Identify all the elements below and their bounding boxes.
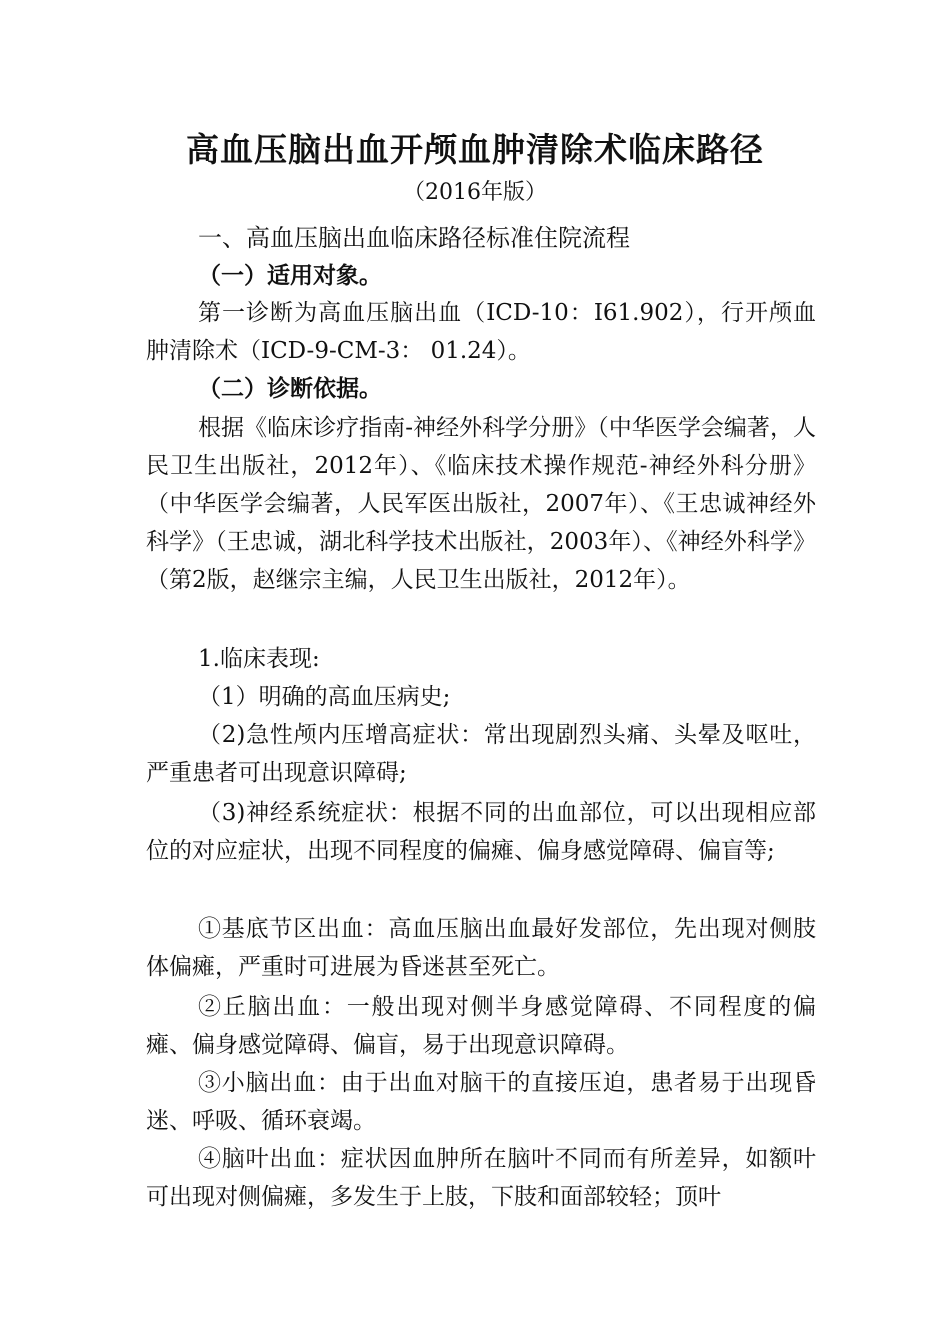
document-subtitle: （2016年版） [403,180,547,205]
section-heading-1: 一、高血压脑出血临床路径标准住院流程 [198,224,630,252]
list-item-clinical: 1.临床表现: [198,646,320,672]
list-item-hypertension-history: （1）明确的高血压病史; [198,684,451,710]
paragraph-diagnosis-basis: 根据《临床诊疗指南-神经外科学分册》（中华医学会编著，人民卫生出版社，2012年）、《临床技术操作规范-神经外科分册》（中华医学会编著，人民军医出版社，2007年）、《王忠诚神经外科学》（王忠诚，湖北科学技术出版社，2003年）、《神经外科学》（第2版，赵继宗主编，人民卫生出版社，2012年）。 [146,415,816,593]
list-item-thalamus: ②丘脑出血：一般出现对侧半身感觉障碍、不同程度的偏瘫、偏身感觉障碍、偏盲，易于出现意识障碍。 [146,994,816,1058]
list-item-neuro-symptoms: （3)神经系统症状：根据不同的出血部位，可以出现相应部位的对应症状，出现不同程度的偏瘫、偏身感觉障碍、偏盲等; [146,800,816,864]
subsection-heading-diagnosis: （二）诊断依据。 [198,376,382,402]
paragraph-applicable: 第一诊断为高血压脑出血（ICD-10：I61.902），行开颅血肿清除术（ICD-9-CM-3： 01.24）。 [146,300,816,364]
list-item-cerebellum: ③小脑出血：由于出血对脑干的直接压迫，患者易于出现昏迷、呼吸、循环衰竭。 [146,1070,816,1134]
list-item-intracranial-pressure: （2)急性颅内压增高症状：常出现剧烈头痛、头晕及呕吐，严重患者可出现意识障碍; [146,722,816,786]
subsection-heading-applicable: （一）适用对象。 [198,263,382,289]
list-item-lobar: ④脑叶出血：症状因血肿所在脑叶不同而有所差异，如额叶可出现对侧偏瘫，多发生于上肢，下肢和面部较轻；顶叶 [146,1146,816,1210]
list-item-basal-ganglia: ①基底节区出血：高血压脑出血最好发部位，先出现对侧肢体偏瘫，严重时可进展为昏迷甚至死亡。 [146,916,816,980]
document-title: 高血压脑出血开颅血肿清除术临床路径 [186,130,764,169]
